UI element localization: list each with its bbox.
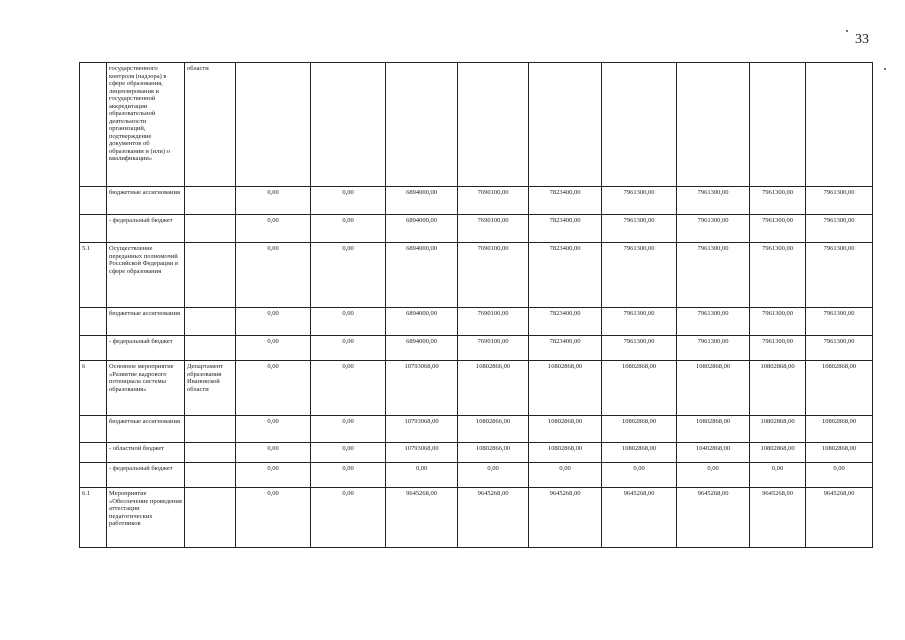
value-cell: 7961300,00	[806, 308, 873, 336]
row-executor-cell	[185, 463, 236, 488]
table-row	[80, 416, 873, 443]
row-code-cell	[80, 187, 107, 215]
row-name-cell: Основное мероприятие «Развитие кадрового потенциала системы образования»	[107, 361, 185, 416]
row-name-cell: государственного контроля (надзора) в сфере образования, лицензирования и государственной аккредитации образовательной деятельности организаций, подтверждение документов об образовании и (или) о квалификации»	[107, 63, 185, 187]
value-cell: 10802866,00	[458, 361, 529, 416]
value-cell: 0,00	[236, 336, 311, 361]
value-cell: 0,00	[529, 463, 602, 488]
value-cell: 6894000,00	[386, 308, 458, 336]
value-cell: 7690100,00	[458, 308, 529, 336]
row-name-cell: бюджетные ассигнования	[107, 308, 185, 336]
value-cell: 0,00	[806, 463, 873, 488]
row-name-cell: - федеральный бюджет	[107, 215, 185, 243]
value-cell: 10802868,00	[677, 416, 750, 443]
value-cell: 7961300,00	[602, 336, 677, 361]
table-row	[80, 308, 873, 336]
value-cell: 0,00	[311, 308, 386, 336]
value-cell: 9645268,00	[529, 488, 602, 548]
value-cell	[529, 63, 602, 187]
row-executor-cell	[185, 308, 236, 336]
row-executor-cell: области	[185, 63, 236, 187]
row-executor-cell	[185, 243, 236, 308]
value-cell: 0,00	[236, 361, 311, 416]
table-row	[80, 463, 873, 488]
value-cell: 7690100,00	[458, 243, 529, 308]
row-name-cell: - федеральный бюджет	[107, 463, 185, 488]
value-cell: 10802868,00	[806, 443, 873, 463]
table-row	[80, 336, 873, 361]
value-cell: 7961300,00	[602, 215, 677, 243]
value-cell: 10802868,00	[806, 416, 873, 443]
row-code-cell	[80, 308, 107, 336]
value-cell: 10802868,00	[529, 361, 602, 416]
row-name-cell: бюджетные ассигнования	[107, 187, 185, 215]
value-cell: 0,00	[236, 416, 311, 443]
value-cell: 10402868,00	[677, 443, 750, 463]
row-executor-cell	[185, 443, 236, 463]
value-cell: 9645268,00	[602, 488, 677, 548]
value-cell	[806, 63, 873, 187]
value-cell: 10802868,00	[750, 443, 806, 463]
value-cell: 6894000,00	[386, 243, 458, 308]
value-cell: 7961300,00	[677, 215, 750, 243]
value-cell: 10802868,00	[529, 416, 602, 443]
table-row	[80, 63, 873, 187]
row-code-cell: 5.1	[80, 243, 107, 308]
value-cell: 7961300,00	[750, 215, 806, 243]
value-cell: 10802868,00	[677, 361, 750, 416]
value-cell: 0,00	[311, 243, 386, 308]
value-cell: 0,00	[236, 463, 311, 488]
value-cell: 7823400,00	[529, 187, 602, 215]
row-name-cell: бюджетные ассигнования	[107, 416, 185, 443]
row-name-cell: Осуществление переданных полномочий Российской Федерации в сфере образования	[107, 243, 185, 308]
value-cell: 9645268,00	[386, 488, 458, 548]
scan-speck	[884, 68, 886, 70]
value-cell: 7690100,00	[458, 215, 529, 243]
value-cell: 0,00	[750, 463, 806, 488]
scan-speck	[846, 30, 848, 32]
row-executor-cell	[185, 187, 236, 215]
value-cell: 6894000,00	[386, 187, 458, 215]
value-cell: 7961300,00	[750, 308, 806, 336]
value-cell: 0,00	[236, 308, 311, 336]
table-row	[80, 443, 873, 463]
value-cell: 0,00	[311, 215, 386, 243]
table-row	[80, 488, 873, 548]
row-code-cell: 6	[80, 361, 107, 416]
value-cell: 7823400,00	[529, 243, 602, 308]
value-cell: 0,00	[236, 215, 311, 243]
value-cell: 7961300,00	[806, 243, 873, 308]
value-cell: 10802868,00	[602, 416, 677, 443]
value-cell: 7961300,00	[750, 187, 806, 215]
value-cell: 10793068,00	[386, 416, 458, 443]
row-code-cell	[80, 416, 107, 443]
value-cell: 0,00	[386, 463, 458, 488]
table-row	[80, 361, 873, 416]
value-cell: 7961300,00	[806, 215, 873, 243]
value-cell: 0,00	[311, 488, 386, 548]
row-code-cell	[80, 443, 107, 463]
value-cell: 0,00	[311, 463, 386, 488]
value-cell: 10793068,00	[386, 443, 458, 463]
value-cell: 7961300,00	[602, 187, 677, 215]
value-cell	[750, 63, 806, 187]
value-cell: 6894000,00	[386, 215, 458, 243]
row-executor-cell	[185, 416, 236, 443]
value-cell	[386, 63, 458, 187]
row-name-cell: Мероприятие «Обеспечение проведения аттестации педагогических работников	[107, 488, 185, 548]
row-executor-cell: Департамент образования Ивановской области	[185, 361, 236, 416]
budget-table	[79, 62, 873, 548]
value-cell: 6894000,00	[386, 336, 458, 361]
row-name-cell: - областной бюджет	[107, 443, 185, 463]
value-cell	[602, 63, 677, 187]
value-cell: 7690100,00	[458, 187, 529, 215]
value-cell: 10802868,00	[602, 361, 677, 416]
row-executor-cell	[185, 215, 236, 243]
value-cell	[458, 63, 529, 187]
value-cell: 10802868,00	[750, 416, 806, 443]
value-cell: 10802868,00	[750, 361, 806, 416]
value-cell: 9645268,00	[677, 488, 750, 548]
value-cell: 9645268,00	[750, 488, 806, 548]
value-cell: 0,00	[236, 243, 311, 308]
row-executor-cell	[185, 488, 236, 548]
value-cell: 7961300,00	[677, 308, 750, 336]
value-cell: 0,00	[311, 361, 386, 416]
row-code-cell	[80, 336, 107, 361]
value-cell: 0,00	[311, 187, 386, 215]
value-cell: 0,00	[236, 443, 311, 463]
value-cell: 0,00	[311, 336, 386, 361]
value-cell: 0,00	[458, 463, 529, 488]
table-row	[80, 215, 873, 243]
row-code-cell: 6.1	[80, 488, 107, 548]
value-cell: 10802868,00	[602, 443, 677, 463]
value-cell: 9645268,00	[458, 488, 529, 548]
value-cell: 7961300,00	[750, 243, 806, 308]
value-cell	[677, 63, 750, 187]
value-cell: 7961300,00	[677, 336, 750, 361]
row-executor-cell	[185, 336, 236, 361]
page-number: 33	[855, 32, 869, 47]
value-cell: 7823400,00	[529, 336, 602, 361]
value-cell: 0,00	[236, 187, 311, 215]
table-row	[80, 187, 873, 215]
value-cell: 10802866,00	[458, 443, 529, 463]
value-cell: 10793068,00	[386, 361, 458, 416]
value-cell: 10802866,00	[458, 416, 529, 443]
value-cell	[236, 63, 311, 187]
value-cell: 7961300,00	[677, 187, 750, 215]
value-cell: 7961300,00	[602, 308, 677, 336]
row-code-cell	[80, 63, 107, 187]
table-body	[80, 63, 873, 548]
value-cell: 10802868,00	[529, 443, 602, 463]
value-cell: 7690100,00	[458, 336, 529, 361]
value-cell: 7961300,00	[806, 187, 873, 215]
value-cell: 7823400,00	[529, 215, 602, 243]
row-code-cell	[80, 215, 107, 243]
row-name-cell: - федеральный бюджет	[107, 336, 185, 361]
value-cell: 0,00	[311, 443, 386, 463]
value-cell	[311, 63, 386, 187]
value-cell: 7961300,00	[602, 243, 677, 308]
value-cell: 7961300,00	[750, 336, 806, 361]
table-row	[80, 243, 873, 308]
value-cell: 0,00	[602, 463, 677, 488]
value-cell: 9645268,00	[806, 488, 873, 548]
row-code-cell	[80, 463, 107, 488]
value-cell: 7823400,00	[529, 308, 602, 336]
value-cell: 0,00	[311, 416, 386, 443]
value-cell: 0,00	[677, 463, 750, 488]
value-cell: 7961300,00	[806, 336, 873, 361]
value-cell: 0,00	[236, 488, 311, 548]
value-cell: 7961300,00	[677, 243, 750, 308]
value-cell: 10802868,00	[806, 361, 873, 416]
